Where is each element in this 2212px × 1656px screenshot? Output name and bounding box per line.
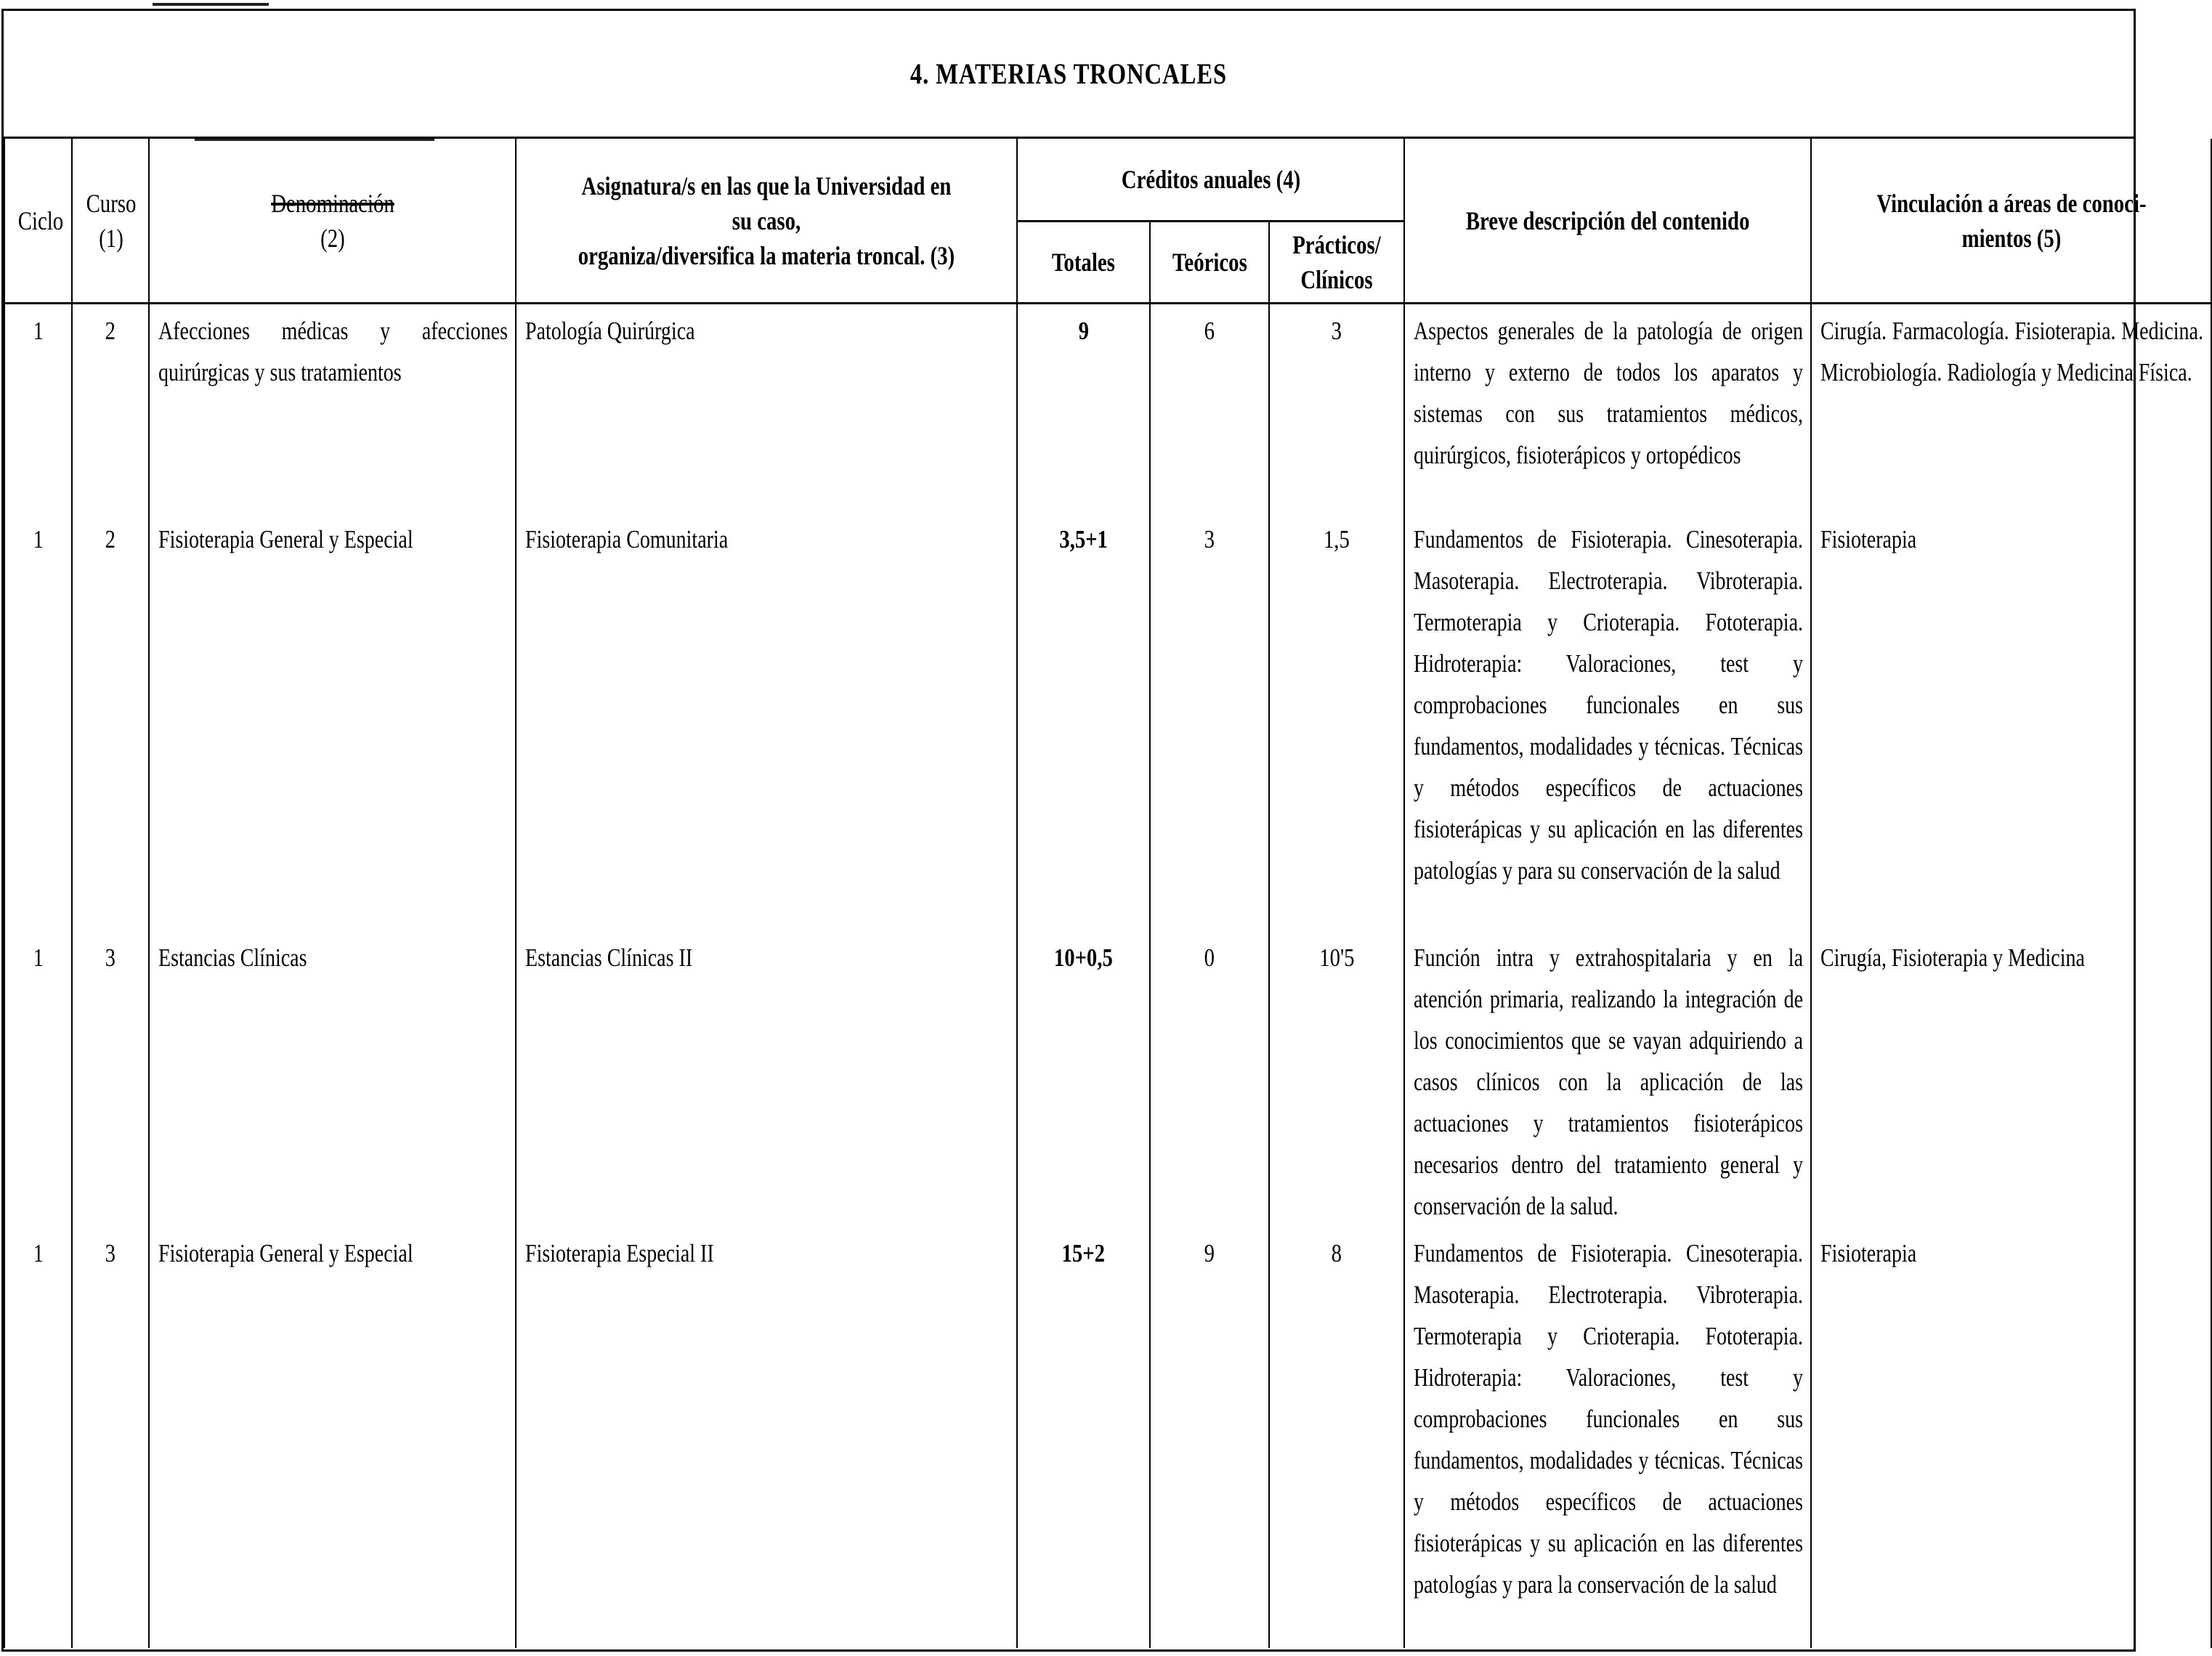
- header-curso: Curso (1): [72, 139, 149, 304]
- cell-practicos: 8: [1269, 1227, 1404, 1648]
- cell-practicos: 1,5: [1269, 513, 1404, 931]
- cell-teoricos: 9: [1150, 1227, 1269, 1648]
- cell-descripcion: Fundamentos de Fisioterapia. Cinesoterapia. Masoterapia. Electroterapia. Vibroterapia. Termoterapia y Crioterapia. Fototerapia. Hidroterapia: Valoraciones, test y comprobaciones funcionales en sus fundamentos, modalidades y técnicas. Técnicas y métodos específicos de actuaciones fisioterápicas y su aplicación en las diferentes patologías y para la conservación de la salud: [1404, 1227, 1811, 1648]
- table-body: [4, 304, 2211, 1648]
- cell-asignatura: Fisioterapia Comunitaria: [516, 513, 1017, 931]
- materias-troncales-table: [4, 139, 2212, 1648]
- cell-vinculacion: Cirugía. Farmacología. Fisioterapia. Medicina. Microbiología. Radiología y Medicina Física.: [1811, 304, 2211, 513]
- cell-totales: 15+2: [1017, 1227, 1150, 1648]
- scan-artifact: [153, 3, 269, 6]
- table-row: [4, 304, 2211, 513]
- materias-troncales-table-frame: [1, 9, 2203, 1652]
- cell-denominacion: Afecciones médicas y afecciones quirúrgicas y sus tratamientos: [149, 304, 516, 513]
- header-denominacion: Denominación (2): [149, 139, 516, 304]
- cell-teoricos: 0: [1150, 931, 1269, 1227]
- cell-curso: 2: [72, 304, 149, 513]
- cell-practicos: 10'5: [1269, 931, 1404, 1227]
- cell-denominacion: Estancias Clínicas: [149, 931, 516, 1227]
- header-descripcion: Breve descripción del contenido: [1404, 139, 1811, 304]
- cell-descripcion: Fundamentos de Fisioterapia. Cinesoterapia. Masoterapia. Electroterapia. Vibroterapia. Termoterapia y Crioterapia. Fototerapia. Hidroterapia: Valoraciones, test y comprobaciones funcionales en sus fundamentos, modalidades y técnicas. Técnicas y métodos específicos de actuaciones fisioterápicas y su aplicación en las diferentes patologías y para su conservación de la salud: [1404, 513, 1811, 931]
- cell-ciclo: 1: [4, 304, 72, 513]
- cell-ciclo: 1: [4, 931, 72, 1227]
- cell-totales: 3,5+1: [1017, 513, 1150, 931]
- table-row: [4, 1227, 2211, 1648]
- cell-ciclo: 1: [4, 1227, 72, 1648]
- cell-curso: 2: [72, 513, 149, 931]
- cell-vinculacion: Cirugía, Fisioterapia y Medicina: [1811, 931, 2211, 1227]
- cell-totales: 9: [1017, 304, 1150, 513]
- header-vinculacion: Vinculación a áreas de conoci- mientos (5): [1811, 139, 2211, 304]
- cell-teoricos: 6: [1150, 304, 1269, 513]
- cell-asignatura: Fisioterapia Especial II: [516, 1227, 1017, 1648]
- cell-curso: 3: [72, 931, 149, 1227]
- cell-teoricos: 3: [1150, 513, 1269, 931]
- header-teoricos: Teóricos: [1150, 222, 1269, 304]
- cell-denominacion: Fisioterapia General y Especial: [149, 1227, 516, 1648]
- header-ciclo: Ciclo: [4, 139, 72, 304]
- cell-descripcion: Aspectos generales de la patología de origen interno y externo de todos los aparatos y sistemas con sus tratamientos médicos, quirúrgicos, fisioterápicos y ortopédicos: [1404, 304, 1811, 513]
- header-creditos-anuales: Créditos anuales (4): [1017, 139, 1404, 222]
- cell-asignatura: Estancias Clínicas II: [516, 931, 1017, 1227]
- cell-asignatura: Patología Quirúrgica: [516, 304, 1017, 513]
- header-practicos-clinicos: Prácticos/ Clínicos: [1269, 222, 1404, 304]
- cell-curso: 3: [72, 1227, 149, 1648]
- header-asignatura: Asignatura/s en las que la Universidad en su caso, organiza/diversifica la materia troncal. (3): [516, 139, 1017, 304]
- table-title-bar: [4, 11, 2134, 139]
- table-title: 4. MATERIAS TRONCALES: [909, 57, 1228, 90]
- cell-totales: 10+0,5: [1017, 931, 1150, 1227]
- cell-practicos: 3: [1269, 304, 1404, 513]
- table-row: [4, 513, 2211, 931]
- cell-denominacion: Fisioterapia General y Especial: [149, 513, 516, 931]
- cell-vinculacion: Fisioterapia: [1811, 513, 2211, 931]
- cell-vinculacion: Fisioterapia: [1811, 1227, 2211, 1648]
- cell-descripcion: Función intra y extrahospitalaria y en la atención primaria, realizando la integración de los conocimientos que se vayan adquiriendo a casos clínicos con la aplicación de las actuaciones y tratamientos fisioterápicos necesarios dentro del tratamiento general y conservación de la salud.: [1404, 931, 1811, 1227]
- cell-ciclo: 1: [4, 513, 72, 931]
- header-totales: Totales: [1017, 222, 1150, 304]
- table-row: [4, 931, 2211, 1227]
